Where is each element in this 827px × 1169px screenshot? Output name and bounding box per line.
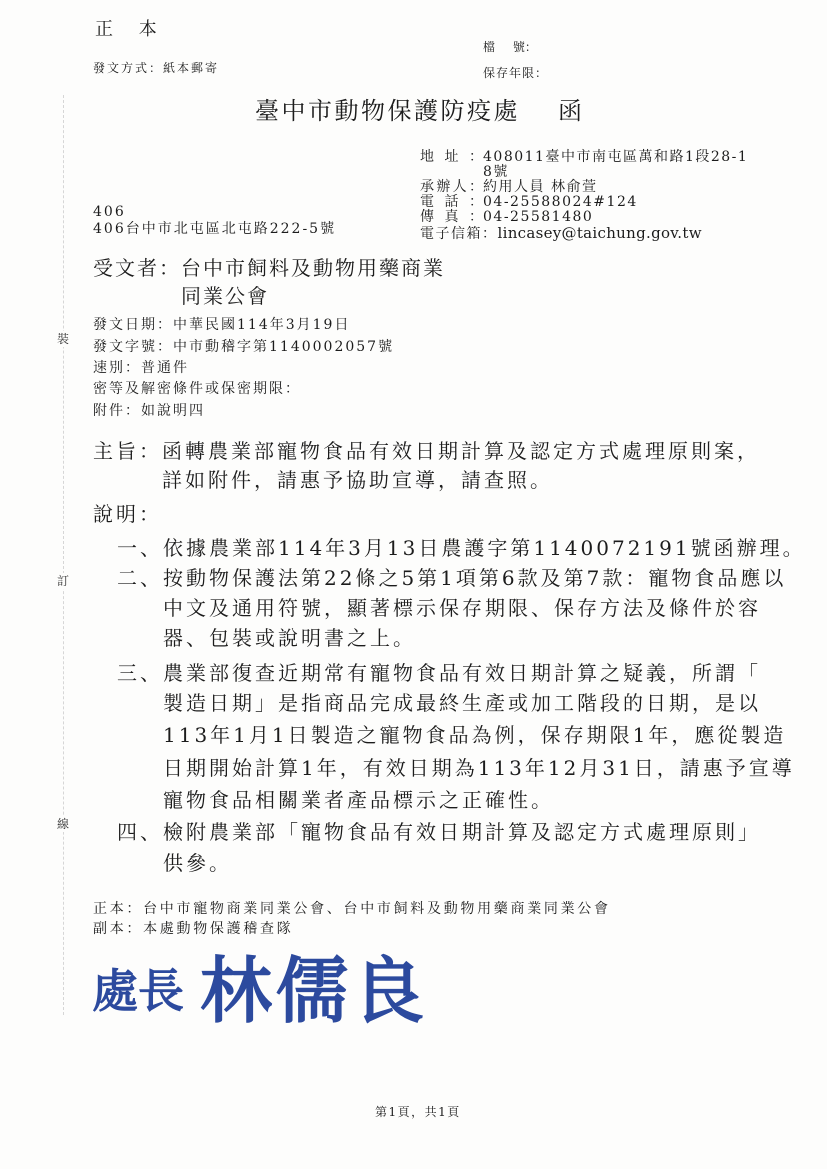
binding-mark-xian: 線 [57, 817, 70, 831]
handler-value: 約用人員 林俞萱 [483, 179, 598, 195]
item-text-continued: 供參。 [163, 851, 232, 875]
file-number-label: 檔 號： [483, 40, 537, 54]
item-number: 二、 [117, 566, 163, 590]
distribution-original [93, 902, 611, 916]
handler-label: 承辦人： [420, 179, 483, 195]
phone-value: 04-25588024#124 [483, 194, 638, 210]
send-method-value: 紙本郵寄 [163, 61, 220, 75]
dispatch-number-value: 中市動稽字第1140002057號 [173, 339, 395, 355]
binding-mark-zhuang: 裝 [57, 332, 70, 346]
dispatch-number-label: 發文字號： [93, 339, 173, 355]
explanation-label: 說明： [93, 502, 162, 526]
send-method [93, 62, 219, 74]
dispatch-date [93, 318, 350, 332]
fax-label: 傳真： [420, 209, 483, 225]
document-type: 函 [558, 97, 582, 125]
phone-label: 電話： [420, 194, 483, 210]
original-label: 正本： [93, 901, 144, 917]
item-text-continued: 113年1月1日製造之寵物食品為例，保存期限1年，應從製造 [163, 723, 787, 747]
contact-address [420, 150, 748, 164]
item-text: 農業部復查近期常有寵物食品有效日期計算之疑義，所謂「 [163, 661, 761, 685]
item-text: 依據農業部114年3月13日農護字第1140072191號函辦理。 [163, 536, 806, 560]
explanation-item-2 [117, 568, 786, 588]
subject-text-continued: 詳如附件，請惠予協助宣導，請查照。 [162, 468, 553, 492]
email-value: lincasey@taichung.gov.tw [497, 224, 702, 242]
signature-stamp-name: 林儒良 [200, 948, 429, 1033]
page-indicator: 第1頁，共1頁 [375, 1105, 461, 1119]
binding-margin-line [63, 95, 64, 1015]
item-number: 三、 [117, 661, 163, 685]
signature-stamp-title: 處長 [92, 964, 184, 1018]
dispatch-attachment [93, 404, 205, 418]
copy-label: 副本： [93, 921, 144, 937]
dispatch-speed [93, 361, 189, 375]
contact-email [420, 226, 702, 241]
copy-recipients: 本處動物保護稽查隊 [143, 921, 294, 937]
item-text: 檢附農業部「寵物食品有效日期計算及認定方式處理原則」 [163, 820, 761, 844]
dispatch-date-label: 發文日期： [93, 317, 173, 333]
dispatch-date-value: 中華民國114年3月19日 [173, 317, 351, 333]
email-label: 電子信箱： [420, 226, 498, 242]
distribution-copy [93, 922, 293, 936]
explanation-item-1 [117, 538, 806, 558]
item-text-continued: 中文及通用符號，顯著標示保存期限、保存方法及條件於容 [163, 596, 761, 620]
dispatch-number [93, 340, 394, 354]
issuing-agency-title: 臺中市動物保護防疫處 [255, 97, 520, 125]
item-number: 四、 [117, 820, 163, 844]
explanation-item-3 [117, 663, 761, 683]
explanation-item-4 [117, 822, 761, 842]
item-text: 按動物保護法第22條之5第1項第6款及第7款：寵物食品應以 [163, 566, 787, 590]
item-text-continued: 寵物食品相關業者產品標示之正確性。 [163, 788, 554, 812]
item-text-continued: 製造日期」是指商品完成最終生產或加工階段的日期，是以 [163, 691, 761, 715]
address-value: 408011臺中市南屯區萬和路1段28-1 [483, 149, 749, 165]
item-text-continued: 日期開始計算1年，有效日期為113年12月31日，請惠予宣導 [163, 756, 795, 780]
recipient-mailing-address: 406台中市北屯區北屯路222-5號 [93, 221, 337, 237]
subject-label: 主旨： [93, 439, 162, 463]
item-text-continued: 器、包裝或說明書之上。 [163, 626, 416, 650]
address-label: 地址： [420, 149, 483, 165]
subject-line [93, 441, 760, 461]
contact-address-continued: 8號 [483, 164, 509, 180]
item-number: 一、 [117, 536, 163, 560]
attachment-label: 附件： [93, 403, 141, 419]
dispatch-speed-value: 普通件 [141, 360, 189, 376]
contact-phone [420, 195, 638, 209]
send-method-label: 發文方式： [93, 61, 164, 75]
subject-text: 函轉農業部寵物食品有效日期計算及認定方式處理原則案， [162, 439, 760, 463]
contact-fax [420, 210, 593, 224]
recipient-postal-code: 406 [93, 204, 126, 220]
copy-mark: 正 本 [95, 19, 159, 40]
attachment-value: 如說明四 [141, 403, 205, 419]
dispatch-secrecy: 密等及解密條件或保密期限： [93, 381, 301, 397]
retention-period-label: 保存年限： [483, 66, 549, 80]
addressee [93, 258, 445, 278]
contact-handler [420, 180, 597, 194]
original-recipients: 台中市寵物商業同業公會、台中市飼料及動物用藥商業同業公會 [143, 901, 611, 917]
fax-value: 04-25581480 [483, 209, 594, 225]
addressee-label: 受文者： [93, 256, 181, 280]
addressee-name-continued: 同業公會 [181, 284, 269, 308]
binding-mark-ding: 訂 [57, 574, 70, 588]
dispatch-speed-label: 速別： [93, 360, 141, 376]
addressee-name: 台中市飼料及動物用藥商業 [181, 256, 445, 280]
